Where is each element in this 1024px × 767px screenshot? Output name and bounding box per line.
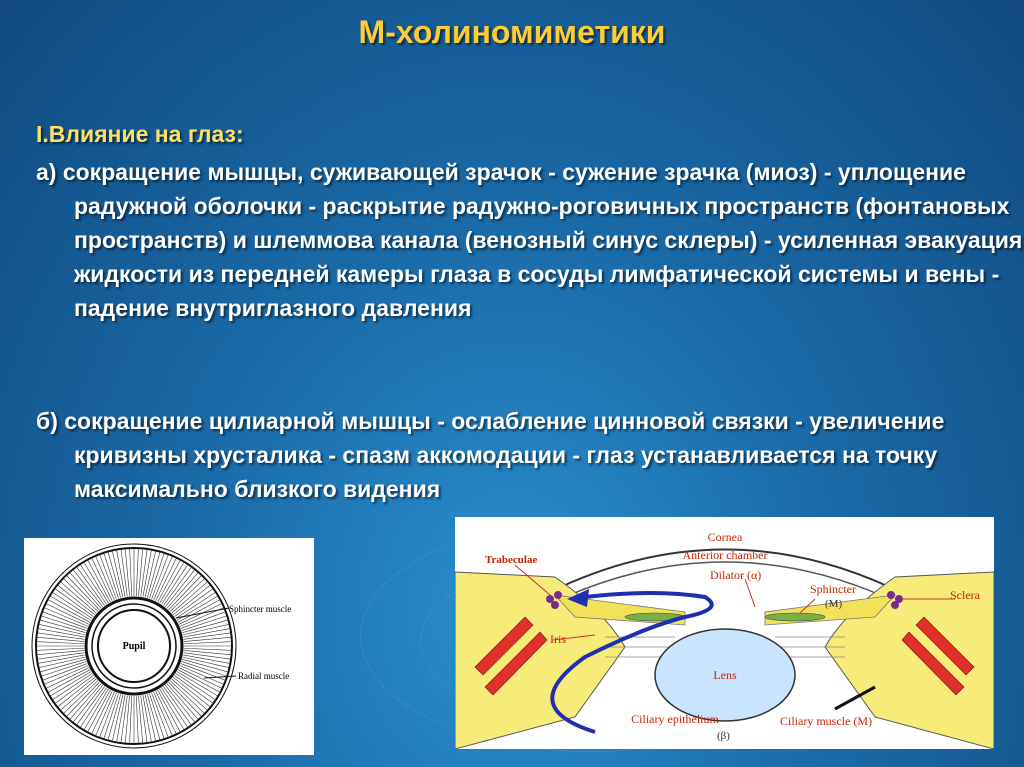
iris-diagram-svg [24, 538, 314, 755]
radial-fiber [143, 695, 151, 741]
radial-fiber [136, 696, 138, 743]
radial-fiber [182, 661, 227, 676]
radial-fiber [141, 696, 147, 743]
radial-fiber [130, 696, 132, 743]
radial-fiber [121, 550, 127, 597]
radial-fiber [45, 666, 88, 684]
paragraph-a: а) сокращение мышцы, суживающей зрачок - сужение зрачка (миоз) - уплощение радужной оболочки - раскрытие радужно-роговичных пространств (фонтановых пространств) и шлеммова канала (венозный синус склеры) - усиленная эвакуация жидкости из передней камеры глаза в сосуды лимфатической системы и вены - падение внутриглазного давления [36, 159, 1023, 321]
label-iris: Iris [550, 632, 566, 646]
radial-fiber [45, 608, 88, 626]
radial-fiber [37, 642, 84, 644]
radial-fiber [154, 692, 172, 735]
label-lens: Lens [713, 668, 737, 682]
radial-fiber [42, 616, 87, 631]
radial-fiber [138, 696, 142, 743]
label-anterior-chamber: Anterior chamber [682, 548, 768, 562]
radial-fiber [141, 550, 147, 597]
radial-fiber [184, 637, 231, 641]
radial-fiber [125, 696, 129, 743]
radial-fiber [104, 554, 119, 599]
radial-fiber [180, 666, 223, 684]
radial-fiber [38, 653, 85, 659]
radial-fiber [184, 650, 231, 654]
radial-fiber [184, 653, 231, 659]
radial-fiber [184, 633, 231, 639]
iris-diagram [24, 538, 314, 755]
label-sphincter: Sphincter [810, 582, 856, 596]
section-heading: I.Влияние на глаз: [36, 121, 244, 147]
radial-fiber [37, 650, 84, 654]
radial-fiber [117, 551, 125, 597]
radial-fiber [182, 616, 227, 631]
radial-fiber [96, 557, 114, 600]
eye-cross-section-svg [455, 517, 994, 749]
left-ciliary-body [455, 572, 625, 749]
radial-fiber [184, 642, 231, 644]
radial-fiber [125, 549, 129, 596]
radial-fiber [39, 655, 85, 663]
radial-fiber [121, 696, 127, 743]
radial-fiber [37, 637, 84, 641]
label-sclera: Sclera [950, 588, 980, 602]
radial-fiber [149, 554, 164, 599]
radial-fiber [39, 629, 85, 637]
radial-fiber [149, 694, 164, 739]
eye-cross-section [455, 517, 994, 749]
radial-fiber [38, 633, 85, 639]
radial-fiber [117, 695, 125, 741]
radial-label: Radial muscle [238, 671, 290, 681]
label-trabeculae: Trabeculae [485, 554, 538, 566]
radial-fiber [130, 549, 132, 596]
label-ciliary-epithelium: Ciliary epithelium [631, 712, 719, 726]
label-ciliary-muscle: Ciliary muscle (M) [780, 714, 872, 728]
label-cornea: Cornea [707, 530, 743, 544]
radial-fiber [184, 648, 231, 650]
radial-fiber [183, 655, 229, 663]
sphincter-label: Sphincter muscle [229, 604, 292, 614]
radial-fiber [143, 551, 151, 597]
radial-fiber [154, 557, 172, 600]
radial-fiber [138, 549, 142, 596]
radial-fiber [37, 648, 84, 650]
pupil-label: Pupil [122, 641, 146, 652]
paragraph-b: б) сокращение цилиарной мышцы - ослабление цинновой связки - увеличение кривизны хрусталика - спазм аккомодации - глаз устанавливается на точку максимально близкого видения [36, 408, 945, 502]
radial-fiber [42, 661, 87, 676]
slide-title: М-холиномиметики [358, 14, 666, 50]
label-sphincter-m: (M) [825, 598, 843, 610]
label-ciliary-epithelium-beta: (β) [717, 730, 730, 742]
radial-fiber [183, 629, 229, 637]
radial-fiber [136, 549, 138, 596]
label-dilator: Dilator (α) [710, 568, 762, 582]
radial-fiber [96, 692, 114, 735]
radial-fiber [104, 694, 119, 739]
